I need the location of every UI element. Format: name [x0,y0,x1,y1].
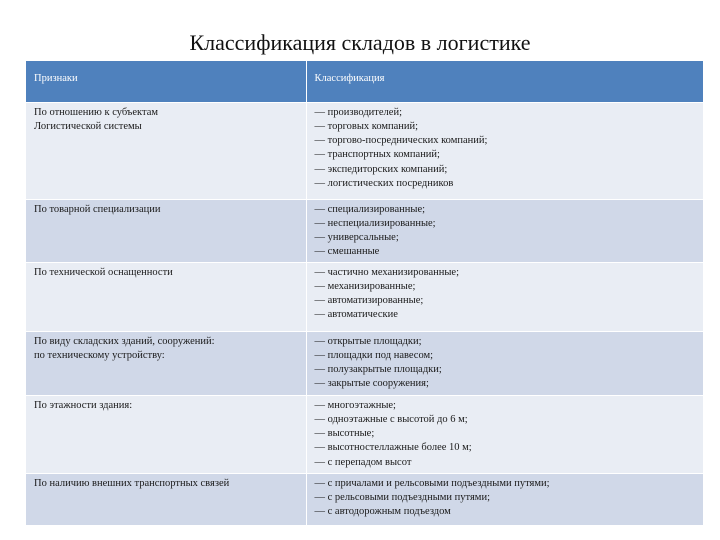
classification-item: — автоматизированные; [314,295,424,307]
classification-item: — с перепадом высот [314,456,412,468]
classification-cell [306,331,703,395]
feature-text: По товарной специализации [34,203,161,215]
feature-cell [26,199,306,262]
classification-cell [306,102,703,199]
classification-cell [306,473,703,525]
classification-item: — частично механизированные; [314,266,460,278]
feature-text: По наличию внешних транспортных связей [34,477,230,489]
feature-cell [26,102,306,199]
feature-text: По технической оснащенности [34,266,173,278]
classification-item: — с автодорожным подъездом [314,506,451,518]
classification-item: — закрытые сооружения; [314,378,429,390]
classification-item: — логистических посредников [314,177,454,189]
page-title: Классификация складов в логистике [189,30,531,55]
table-header-row [26,61,703,102]
classification-item: — транспортных компаний; [314,149,440,161]
feature-text: По этажности здания: [34,399,133,411]
table-row [26,473,703,525]
classification-item: — высотные; [314,428,375,440]
table-row [26,199,703,262]
classification-item: — многоэтажные; [314,399,396,411]
classification-item: — открытые площадки; [314,335,422,347]
classification-item: — специализированные; [314,203,426,215]
header-classification: Классификация [306,61,703,102]
feature-text: По виду складских зданий, сооружений: [34,335,215,347]
classification-cell [306,395,703,473]
classification-item: — универсальные; [314,232,399,244]
feature-cell [26,331,306,395]
classification-item: — производителей; [314,106,402,118]
header-features: Признаки [26,61,306,102]
classification-item: — смешанные [314,246,380,258]
feature-cell [26,473,306,525]
classification-item: — механизированные; [314,280,416,292]
feature-text: Логистической системы [34,120,142,132]
classification-item: — торгово-посреднических компаний; [314,135,488,147]
classification-cell [306,262,703,331]
feature-cell [26,262,306,331]
feature-cell [26,395,306,473]
table-row [26,262,703,331]
classification-item: — неспециализированные; [314,217,436,229]
classification-item: — полузакрытые площадки; [314,364,442,376]
classification-item: — торговых компаний; [314,120,419,132]
classification-item: — высотностеллажные более 10 м; [314,442,472,454]
classification-item: — одноэтажные с высотой до 6 м; [314,413,468,425]
feature-text: По отношению к субъектам [34,106,158,118]
classification-item: — автоматические [314,309,398,321]
table-row [26,331,703,395]
warehouse-classification-table [26,61,703,525]
classification-cell [306,199,703,262]
table-row [26,102,703,199]
classification-item: — экспедиторских компаний; [314,163,448,175]
classification-item: — площадки под навесом; [314,349,434,361]
feature-text: по техническому устройству: [34,349,165,361]
table-row [26,395,703,473]
classification-item: — с причалами и рельсовыми подъездными путями; [314,477,550,489]
classification-item: — с рельсовыми подъездными путями; [314,491,490,503]
